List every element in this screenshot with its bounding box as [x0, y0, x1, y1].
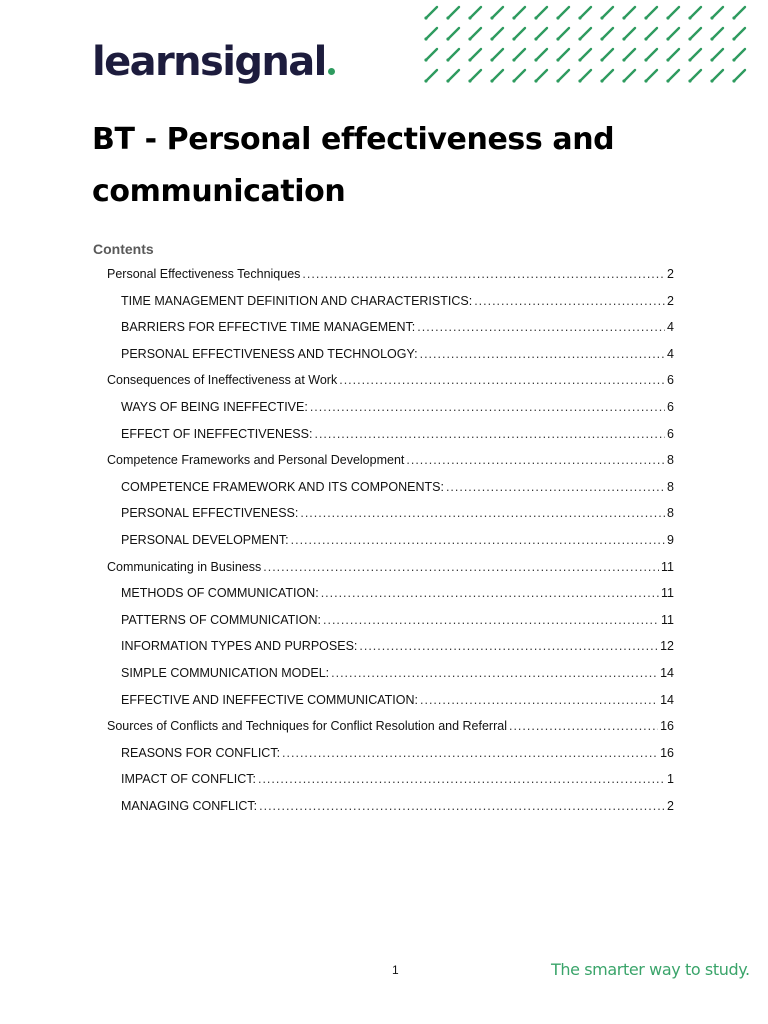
slash-mark	[493, 49, 503, 59]
slash-dot	[600, 79, 603, 82]
slash-mark	[669, 28, 679, 38]
document-title: BT - Personal effectiveness and communication	[92, 122, 615, 209]
toc-entry[interactable]	[107, 799, 674, 826]
slash-mark	[625, 7, 635, 17]
toc-entry[interactable]	[107, 453, 674, 480]
toc-dot-leader	[323, 613, 659, 627]
table-of-contents	[107, 267, 674, 825]
slash-dot	[666, 79, 669, 82]
slash-mark	[735, 70, 745, 80]
slash-mark	[625, 70, 635, 80]
toc-entry[interactable]	[107, 347, 674, 374]
toc-entry-label: METHODS OF COMMUNICATION:	[121, 586, 319, 601]
toc-entry[interactable]	[107, 427, 674, 454]
slash-mark	[515, 7, 525, 17]
slash-dot	[556, 37, 559, 40]
toc-entry-page: 2	[667, 267, 674, 281]
toc-dot-leader	[474, 294, 665, 308]
slash-dot	[622, 37, 625, 40]
toc-entry-label: EFFECT OF INEFFECTIVENESS:	[121, 426, 313, 441]
toc-entry-page: 4	[667, 320, 674, 335]
slash-dot	[578, 16, 581, 19]
slash-mark	[427, 49, 437, 59]
toc-dot-leader	[263, 560, 659, 574]
slash-dot	[556, 79, 559, 82]
slash-dot	[710, 16, 713, 19]
slash-dot	[600, 58, 603, 61]
toc-dot-leader	[300, 506, 665, 520]
slash-dot	[468, 79, 471, 82]
green-slash-pattern-icon	[422, 0, 768, 90]
slash-dot	[666, 37, 669, 40]
toc-entry-label: Consequences of Ineffectiveness at Work	[107, 373, 338, 388]
toc-dot-leader	[310, 400, 665, 414]
slash-mark	[647, 28, 657, 38]
slash-dot	[446, 16, 449, 19]
slash-mark	[471, 28, 481, 38]
contents-heading: Contents	[93, 241, 154, 257]
slash-mark	[427, 28, 437, 38]
toc-entry-label: PERSONAL EFFECTIVENESS AND TECHNOLOGY:	[121, 346, 418, 361]
toc-entry-page: 11	[661, 586, 674, 601]
slash-mark	[691, 7, 701, 17]
slash-mark	[559, 70, 569, 80]
toc-dot-leader	[509, 719, 658, 733]
slash-dot	[512, 58, 515, 61]
slash-dot	[534, 79, 537, 82]
toc-dot-leader	[321, 586, 659, 600]
toc-entry[interactable]	[107, 533, 674, 560]
toc-entry-page: 16	[660, 719, 674, 734]
slash-mark	[625, 28, 635, 38]
slash-dot	[688, 79, 691, 82]
footer-tagline: The smarter way to study.	[551, 960, 750, 979]
slash-mark	[515, 70, 525, 80]
toc-entry-page: 11	[661, 612, 674, 627]
toc-dot-leader	[258, 772, 665, 786]
toc-dot-leader	[302, 267, 665, 281]
slash-mark	[647, 70, 657, 80]
slash-dot	[644, 58, 647, 61]
slash-mark	[493, 28, 503, 38]
slash-dot	[644, 16, 647, 19]
slash-dot	[578, 58, 581, 61]
logo-dot-icon	[328, 68, 335, 75]
slash-dot	[446, 79, 449, 82]
slash-dot	[490, 16, 493, 19]
slash-mark	[713, 28, 723, 38]
slash-mark	[603, 7, 613, 17]
slash-dot	[512, 16, 515, 19]
toc-entry-page: 14	[660, 665, 674, 680]
toc-entry[interactable]	[107, 772, 674, 799]
toc-entry-page: 6	[667, 426, 674, 441]
slash-dot	[424, 79, 427, 82]
toc-entry[interactable]	[107, 267, 674, 294]
toc-entry-label: Personal Effectiveness Techniques	[107, 267, 301, 281]
toc-entry-label: Sources of Conflicts and Techniques for Conflict Resolution and Referral	[107, 719, 507, 734]
toc-entry-label: TIME MANAGEMENT DEFINITION AND CHARACTERISTICS:	[121, 293, 473, 308]
slash-dot	[732, 16, 735, 19]
toc-entry-page: 6	[667, 399, 674, 414]
slash-dot	[490, 79, 493, 82]
slash-mark	[471, 70, 481, 80]
toc-entry[interactable]	[107, 693, 674, 720]
toc-entry-label: Communicating in Business	[107, 559, 262, 574]
toc-entry-label: INFORMATION TYPES AND PURPOSES:	[121, 639, 358, 654]
slash-mark	[449, 7, 459, 17]
slash-mark	[559, 7, 569, 17]
slash-dot	[490, 37, 493, 40]
toc-entry-page: 11	[661, 559, 674, 574]
toc-entry-label: PERSONAL DEVELOPMENT:	[121, 532, 289, 547]
slash-mark	[581, 28, 591, 38]
slash-mark	[713, 49, 723, 59]
toc-dot-leader	[406, 453, 665, 467]
slash-mark	[471, 49, 481, 59]
slash-dot	[732, 79, 735, 82]
toc-entry[interactable]	[107, 294, 674, 321]
slash-mark	[735, 28, 745, 38]
slash-dot	[512, 79, 515, 82]
slash-dot	[534, 37, 537, 40]
slash-mark	[669, 49, 679, 59]
slash-mark	[603, 49, 613, 59]
toc-dot-leader	[314, 427, 665, 441]
slash-mark	[449, 28, 459, 38]
slash-mark	[559, 49, 569, 59]
slash-dot	[424, 58, 427, 61]
toc-entry-label: IMPACT OF CONFLICT:	[121, 772, 256, 787]
toc-entry-label: MANAGING CONFLICT:	[121, 798, 258, 813]
toc-entry[interactable]	[107, 586, 674, 613]
toc-entry-label: PATTERNS OF COMMUNICATION:	[121, 612, 321, 627]
toc-entry[interactable]	[107, 400, 674, 427]
toc-dot-leader	[417, 320, 665, 334]
page-number: 1	[392, 963, 399, 977]
slash-dot	[688, 16, 691, 19]
slash-mark	[603, 28, 613, 38]
slash-mark	[691, 49, 701, 59]
slash-dot	[600, 16, 603, 19]
slash-mark	[691, 28, 701, 38]
slash-mark	[471, 7, 481, 17]
slash-dot	[622, 79, 625, 82]
slash-dot	[490, 58, 493, 61]
slash-dot	[688, 37, 691, 40]
toc-entry-page: 12	[660, 639, 674, 654]
toc-dot-leader	[282, 746, 658, 760]
slash-dot	[512, 37, 515, 40]
slash-dot	[424, 16, 427, 19]
slash-dot	[644, 37, 647, 40]
slash-mark	[581, 70, 591, 80]
slash-dot	[710, 37, 713, 40]
slash-dot	[468, 16, 471, 19]
toc-dot-leader	[359, 639, 658, 653]
slash-dot	[666, 16, 669, 19]
slash-mark	[735, 7, 745, 17]
toc-entry-label: WAYS OF BEING INEFFECTIVE:	[121, 399, 308, 414]
toc-entry-page: 16	[660, 745, 674, 760]
toc-entry-page: 14	[660, 692, 674, 707]
slash-mark	[735, 49, 745, 59]
toc-entry-label: SIMPLE COMMUNICATION MODEL:	[121, 665, 330, 680]
slash-dot	[578, 37, 581, 40]
slash-mark	[647, 49, 657, 59]
toc-entry-page: 6	[667, 373, 674, 388]
slash-mark	[493, 7, 503, 17]
toc-dot-leader	[420, 693, 658, 707]
slash-dot	[710, 79, 713, 82]
toc-entry-page: 9	[667, 532, 674, 547]
slash-dot	[578, 79, 581, 82]
slash-dot	[556, 58, 559, 61]
slash-dot	[534, 58, 537, 61]
slash-mark	[669, 7, 679, 17]
slash-dot	[688, 58, 691, 61]
slash-mark	[625, 49, 635, 59]
slash-dot	[446, 58, 449, 61]
slash-mark	[449, 70, 459, 80]
toc-entry-label: Competence Frameworks and Personal Development	[107, 453, 405, 468]
toc-entry-page: 8	[667, 453, 674, 468]
slash-mark	[515, 49, 525, 59]
toc-entry-label: REASONS FOR CONFLICT:	[121, 745, 281, 760]
slash-dot	[534, 16, 537, 19]
slash-mark	[559, 28, 569, 38]
slash-dot	[644, 79, 647, 82]
slash-dot	[600, 37, 603, 40]
slash-dot	[556, 16, 559, 19]
toc-entry-page: 2	[667, 293, 674, 308]
slash-mark	[515, 28, 525, 38]
slash-mark	[427, 70, 437, 80]
slash-mark	[537, 7, 547, 17]
slash-mark	[537, 28, 547, 38]
toc-entry[interactable]	[107, 613, 674, 640]
slash-mark	[493, 70, 503, 80]
toc-dot-leader	[446, 480, 665, 494]
slash-dot	[622, 58, 625, 61]
toc-entry[interactable]	[107, 719, 674, 746]
slash-dot	[666, 58, 669, 61]
slash-dot	[732, 58, 735, 61]
toc-entry-label: BARRIERS FOR EFFECTIVE TIME MANAGEMENT:	[121, 320, 416, 335]
slash-dot	[446, 37, 449, 40]
slash-mark	[713, 70, 723, 80]
toc-dot-leader	[259, 799, 665, 813]
toc-dot-leader	[420, 347, 665, 361]
slash-dot	[424, 37, 427, 40]
toc-entry-page: 8	[667, 479, 674, 494]
slash-mark	[713, 7, 723, 17]
slash-mark	[427, 7, 437, 17]
toc-entry[interactable]	[107, 639, 674, 666]
toc-entry[interactable]	[107, 666, 674, 693]
slash-mark	[537, 70, 547, 80]
logo-text: learnsignal	[92, 39, 326, 85]
slash-mark	[669, 70, 679, 80]
toc-entry[interactable]	[107, 320, 674, 347]
toc-entry-page: 2	[667, 798, 674, 813]
toc-entry-page: 1	[667, 772, 674, 787]
toc-dot-leader	[339, 373, 665, 387]
toc-entry-label: COMPETENCE FRAMEWORK AND ITS COMPONENTS:	[121, 479, 444, 494]
slash-mark	[537, 49, 547, 59]
slash-mark	[691, 70, 701, 80]
toc-entry[interactable]	[107, 373, 674, 400]
toc-entry-page: 8	[667, 506, 674, 521]
learnsignal-logo	[92, 36, 335, 88]
toc-entry[interactable]	[107, 746, 674, 773]
toc-dot-leader	[291, 533, 665, 547]
slash-mark	[581, 49, 591, 59]
slash-mark	[603, 70, 613, 80]
toc-dot-leader	[331, 666, 658, 680]
slash-dot	[710, 58, 713, 61]
toc-entry-page: 4	[667, 346, 674, 361]
slash-dot	[468, 37, 471, 40]
slash-mark	[581, 7, 591, 17]
toc-entry[interactable]	[107, 506, 674, 533]
slash-dot	[622, 16, 625, 19]
toc-entry[interactable]	[107, 560, 674, 587]
toc-entry-label: PERSONAL EFFECTIVENESS:	[121, 506, 299, 521]
slash-dot	[468, 58, 471, 61]
toc-entry-label: EFFECTIVE AND INEFFECTIVE COMMUNICATION:	[121, 692, 419, 707]
slash-mark	[449, 49, 459, 59]
toc-entry[interactable]	[107, 480, 674, 507]
slash-mark	[647, 7, 657, 17]
slash-dot	[732, 37, 735, 40]
